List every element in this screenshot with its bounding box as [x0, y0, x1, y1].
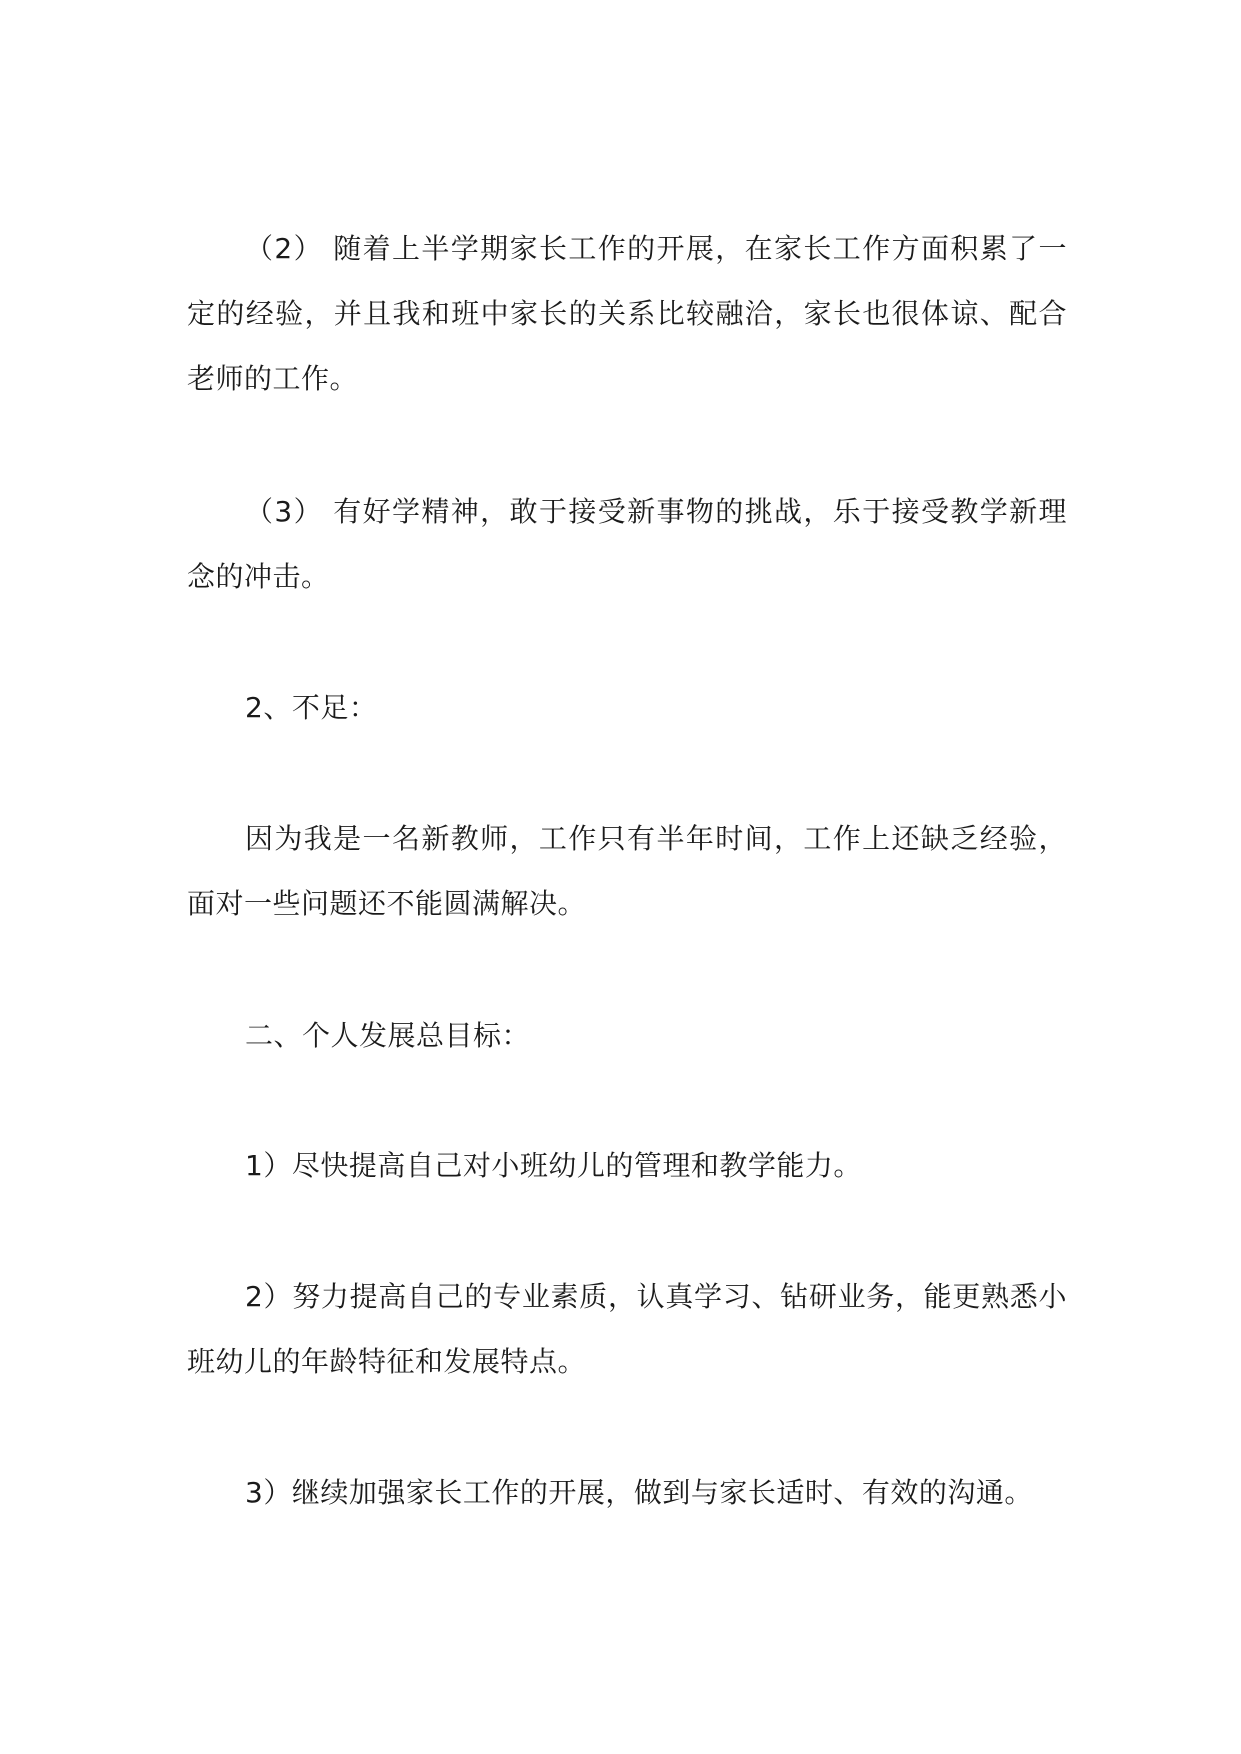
heading-development-goals: 二、个人发展总目标： [245, 1019, 531, 1052]
paragraph-shortcomings: 因为我是一名新教师，工作只有半年时间，工作上还缺乏经验，面对一些问题还不能圆满解决。 [187, 822, 1067, 920]
goal-item-2: 2）努力提高自己的专业素质，认真学习、钻研业务，能更熟悉小班幼儿的年龄特征和发展特点。 [187, 1280, 1067, 1378]
heading-shortcomings: 2、不足： [245, 691, 378, 724]
goal-item-1: 1）尽快提高自己对小班幼儿的管理和教学能力。 [245, 1149, 862, 1182]
paragraph-parent-work-experience: （2） 随着上半学期家长工作的开展，在家长工作方面积累了一定的经验，并且我和班中家长的关系比较融洽，家长也很体谅、配合老师的工作。 [187, 232, 1067, 395]
goal-item-3: 3）继续加强家长工作的开展，做到与家长适时、有效的沟通。 [245, 1476, 1033, 1509]
paragraph-learning-spirit: （3） 有好学精神，敢于接受新事物的挑战，乐于接受教学新理念的冲击。 [187, 495, 1067, 593]
